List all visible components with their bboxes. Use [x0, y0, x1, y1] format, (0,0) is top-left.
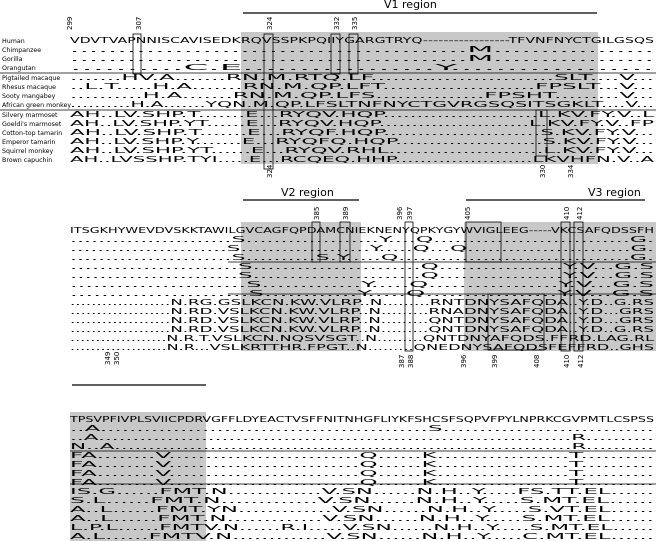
position-label: 334 [567, 164, 575, 178]
position-label: 387 [398, 354, 406, 368]
sequence-row: ...................N.RD.VSLKCN.KW.VLRP..N.........QNTDNYSAFQDA..Y.D..G.RS [70, 325, 655, 334]
sequence-row: AH..LV.SHP.YT......E...RYQV.RHL.......................L.KV.FY.V... [70, 146, 654, 155]
position-label: 324 [266, 164, 274, 178]
sequence-block-2 [70, 226, 656, 352]
position-label: 335 [351, 16, 359, 30]
region-label-v2: V2 region [281, 186, 334, 199]
sequence-row: .......................S............Y.....Q.................Y.V...G.S [70, 289, 655, 298]
sequence-row: .......................S...................Y.....Q...Q........................G. [70, 244, 654, 253]
position-label: 350 [113, 351, 121, 365]
sequence-row: S.L......FMT.N.............V.SN......N.H..Y.....S.MT.EL...... [70, 496, 654, 505]
position-label: 324 [266, 16, 274, 30]
sequence-row: VDVTVAPNNISCAVISEDKRQVSSPKPQIIYGARGTRYQ-----------------TFVNFNYCTGILGSQS [70, 36, 655, 45]
region-label-v1: V1 region [384, 0, 437, 11]
position-label: 332 [333, 16, 341, 30]
sequence-row: ...................N.RD.VSLKCN.KW.VLRP..N.........QNTDNYSAFQDA..Y.D...GRS [70, 316, 655, 325]
sequence-row: ITSGKHYWEVDVSKKTAWILGVCAGFQPDAMCNIEKNENYQPKYGYWVIGLEEG-----VKCSAFQDSSFH [70, 226, 654, 235]
sequence-row: TPSVPFIVPLSVIICPDRVGFFLDYEACTVSFFNITNHGFLIYKFSHCSFSQPVFPYLNPRKCGVPMTLCSPSS [68, 415, 655, 424]
species-label: African green monkey [2, 102, 72, 109]
species-labels [2, 38, 71, 164]
position-label: 412 [576, 206, 584, 220]
sequence-row: IS.G......FMT.N.............V.SN......N.H..Y.....FS.TT.EL...... [70, 487, 654, 496]
sequence-row: AH..LV.SHP.T.......E...RYQF.HQP.......................S.KV.FY.V... [70, 128, 654, 137]
position-label: 389 [342, 206, 350, 220]
sequence-block-3 [68, 415, 654, 541]
sequence-row: AH..LVSSHP.TYI.....E...RCQEQ.HHP......................LKVHFN.V..A [70, 155, 656, 164]
position-label: 299 [66, 16, 74, 30]
sequence-row: FA........V..........................Q......K..................T.......... [70, 469, 654, 478]
species-label: Silvery marmoset [2, 112, 58, 119]
region-label-v3: V3 region [588, 186, 641, 199]
sequence-row: FA........V..........................Q......K..................T.......... [70, 451, 654, 460]
sequence-row: A.L......FMTV.N.............V.SN......N.H..Y.....C.MT.EL...... [70, 532, 654, 541]
position-label: 307 [135, 16, 143, 30]
species-label: Rhesus macaque [2, 84, 56, 91]
sequence-row: FA........V..........................Q......K..................T.......... [70, 478, 654, 487]
position-label: 397 [406, 206, 414, 220]
sequence-row: ..A.....................................................................R.......... [70, 433, 654, 442]
position-label: 396 [460, 354, 468, 368]
sequence-row: ...................N.RD.VSLKCN.KW.VLRP..N.........RNADNYSAFQDA..Y.D...GRS [70, 307, 655, 316]
species-label: Emperor tamarin [2, 139, 56, 146]
species-label: Orangutan [2, 65, 36, 72]
sequence-row: ..........C.E.................Y.................. [70, 63, 654, 72]
species-label: Goeldi's marmoset [2, 121, 62, 128]
sequence-row: .......................S.......................Q.................Y.V...G.S [70, 271, 655, 280]
sequence-row: FA........V..........................Q......K..................T.......... [70, 460, 654, 469]
species-label: Cotton-top tamarin [2, 130, 63, 137]
position-label: 330 [539, 164, 547, 178]
sequence-row: N..A...................................................................R.......... [70, 442, 654, 451]
position-label: 388 [407, 354, 415, 368]
sequence-row: ..........H.A.......RN.M.QP.LFS...............FPSHT.........V... [70, 91, 654, 100]
sequence-row: L.P.L......FMTV.N......R.I.....V.SN......N.H..Y.....S.MT.EL...... [70, 523, 654, 532]
sequence-row: ..L.T.....H.A.......RN.M.QP.LFT.....................FPSLT...V... [70, 82, 654, 91]
sequence-row: A..L......FMT.N.............V.SN......N.H..Y.....S.MT.EL...... [70, 514, 654, 523]
position-label: 396 [396, 206, 404, 220]
sequence-row: .......HV.A.......RN.M.RTQ.LF.........................SLT....V... [70, 73, 654, 82]
sequence-row: AH..LV.SHP.YT......E...RYQV.HQP.......................L.KV.FY.V..FP [70, 119, 656, 128]
sequence-row: ..........H.A.......YQN.M.QP.LFSLTNFNYCTGVRGSQSITSGKLT....V... [70, 100, 654, 109]
species-label: Squirrel monkey [2, 148, 54, 155]
position-label: 385 [313, 206, 321, 220]
sequence-row: .......................S.......................Q.................Y.V...G.S [70, 262, 655, 271]
species-label: Pigtailed macaque [2, 75, 61, 82]
position-label: 410 [563, 206, 571, 220]
sequence-row: AH..LV.SHP.T.......E...RYQV.HQP.......................L.KV.FY.V..L [70, 110, 656, 119]
position-label: 410 [563, 354, 571, 368]
sequence-row: ...................N.RG.GSLKCN.KW.VLRP..N.........RNTDNYSAFQDA..Y.D..G.RS [70, 298, 655, 307]
sequence-row: ...................N.R...VSLKRTTHR.FPGT..N.........QNEDNYSAFQDSFEFFRD..GHS [70, 343, 655, 352]
sequence-row: ..........................................M................. [70, 54, 654, 63]
species-label: Human [2, 38, 25, 45]
species-label: Gorilla [2, 56, 23, 63]
species-label: Chimpanzee [2, 47, 42, 54]
position-label: 405 [464, 206, 472, 220]
sequence-row: AH..LV.SHP.Y.......E...RYQFQ.HQP......................S.KV.FY.V... [70, 137, 654, 146]
position-label: 399 [491, 354, 499, 368]
position-label: 408 [533, 354, 541, 368]
position-label: 349 [104, 351, 112, 365]
sequence-row: .......................S..........S.Y.....Q.................................G. [70, 253, 654, 262]
sequence-block-1 [70, 36, 656, 164]
species-label: Brown capuchin [2, 157, 53, 164]
sequence-row: .......................S...................Y....Q............................G. [70, 235, 654, 244]
species-label: Sooty mangabey [2, 93, 56, 100]
sequence-row: ..A.............................................S............................. [70, 424, 654, 433]
sequence-row: ...................N.R.T.VSLKCN.NQSVSGT..N.........QNTDNYAFQDS.FFRD.LAG.RL [70, 334, 656, 343]
sequence-row: A..L......FMT.YN.............V.SN......N.H..Y.....S.VT.EL...... [70, 505, 654, 514]
sequence-row: .......................S.............Y.....Q.................Y.V...G.S [70, 280, 655, 289]
sequence-row: ..........................................M................. [70, 45, 654, 54]
position-label: 412 [577, 354, 585, 368]
